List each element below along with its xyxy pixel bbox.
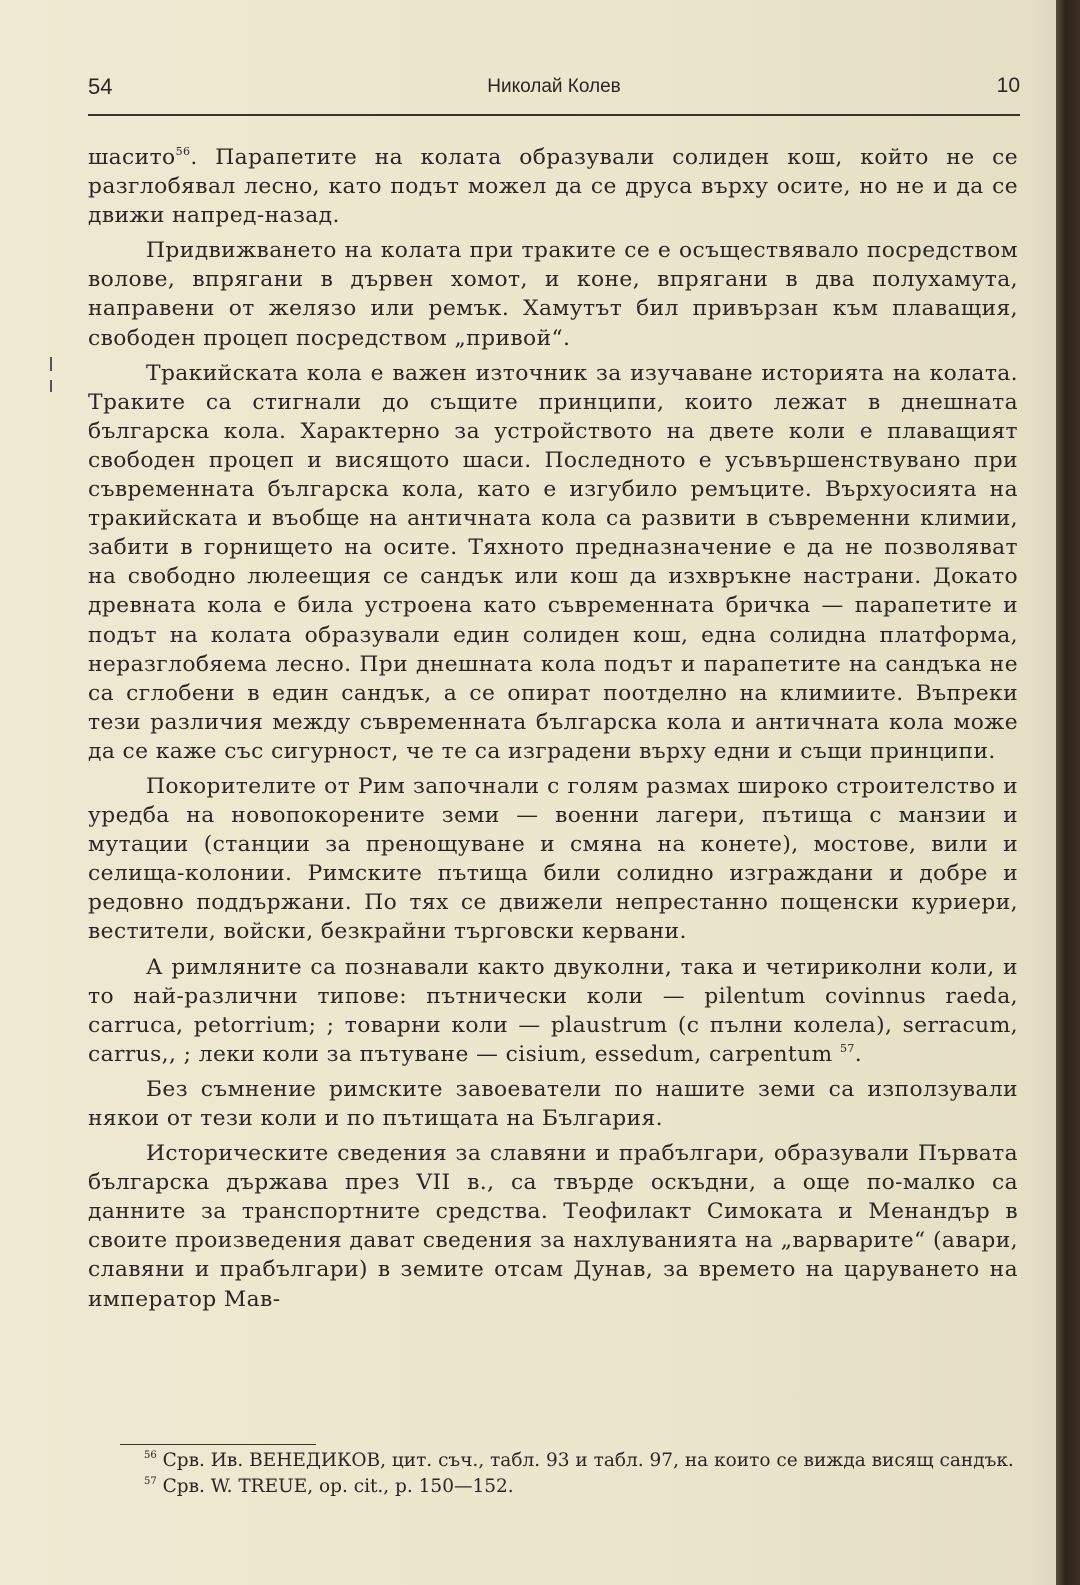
header-rule bbox=[88, 114, 1020, 116]
footnotes bbox=[88, 1448, 1018, 1500]
footnote-ref[interactable]: 56 bbox=[175, 145, 191, 158]
page-number: 54 bbox=[88, 74, 113, 99]
page-header bbox=[88, 74, 1020, 108]
footnote: $^{57}$ Срв. W. TREUE, op. cit., p. 150—152. bbox=[144, 1476, 514, 1497]
footnote-ref[interactable]: 57 bbox=[839, 1041, 855, 1055]
paragraph-6: Без съмнение римските завоеватели по нашите земи са използували някои от тези коли и по пътищата на България. bbox=[88, 1076, 1018, 1131]
margin-mark bbox=[50, 357, 52, 371]
paragraph-5: А римляните са познавали както двуколни, така и четириколни коли, и то най-различни типове: пътнически коли — pilentum covinnus raeda, carruca, petorrium; ; товарни коли — plaustrum (с пълни колела), serracum, carrus,, ; леки коли за пътуване — cisium, essedum, carpentum $^{57}$. bbox=[88, 954, 1018, 1067]
footnote: $^{56}$ Срв. Ив. ВЕНЕДИКОВ, цит. съч., табл. 93 и табл. 97, на които се вижда висящ сандък. bbox=[144, 1450, 1014, 1471]
chapter-number: 10 bbox=[996, 74, 1020, 97]
paragraph-4: Покорителите от Рим започнали с голям размах широко строителство и уредба на новопокорените земи — военни лагери, пътища с манзии и мутации (станции за пренощуване и смяна на конете), мостове, вили и селища-колонии. Римските пътища били солидно изграждани и добре и редовно поддържани. По тях се движели непрестанно пощенски куриери, вестители, войски, безкрайни търговски кервани. bbox=[88, 773, 1018, 945]
paragraph-2: Придвижването на колата при траките се е осъществявало посредством волове, впрягани в дървен хомот, и коне, впрягани в два полухамута, направени от желязо или ремък. Хамутът бил привързан към плаващия, свободен процеп посредством „привой“. bbox=[88, 238, 1018, 351]
footnote-mark: 56 bbox=[144, 1450, 157, 1461]
footnote-rule bbox=[120, 1444, 316, 1445]
paragraph-7: Историческите сведения за славяни и прабългари, образували Първата българска държава през VII в., са твърде оскъдни, а още по-малко са данните за транспортните средства. Теофилакт Симоката и Менандър в своите произведения дават сведения за нахлуванията на „варварите“ (авари, славяни и прабългари) в земите отсам Дунав, за времето на царуването на император Мав- bbox=[88, 1141, 1018, 1312]
paragraph-3: Тракийската кола е важен източник за изучаване историята на колата. Траките са стигнали до същите принципи, които лежат в днешната българска кола. Характерно за устройството на двете коли е плаващият свободен процеп и висящото шаси. Последното е усъвършенствувано при съвременната българска кола, като е изгубило ремъците. Върхуосията на тракийската и въобще на античната кола са развити в съвременни климии, забити в горнището на осите. Тяхното предназначение е да не позволяват на свободно люлеещия се сандък или кош да изхвръкне настрани. Докато древната кола е била устроена като съвременната бричка — парапетите и подът на колата образували един солиден кош, една солидна платформа, неразглобяема лесно. При днешната кола подът и парапетите на сандъка не са сглобени в един сандък, а се опират поотделно на климиите. Въпреки тези различия между съвременната българска кола и античната кола може да се каже със сигурност, че те са изградени върху едни и същи принципи. bbox=[88, 360, 1018, 764]
footnote-mark: 57 bbox=[144, 1476, 157, 1487]
page-binding-edge bbox=[1056, 0, 1080, 1585]
body-text bbox=[88, 143, 1018, 1314]
running-title: Николай Колев bbox=[487, 76, 621, 97]
margin-mark bbox=[50, 380, 52, 392]
paragraph-1: шасито$^{56}$. Парапетите на колата образували солиден кош, който не се разглобявал лесно, като подът можел да се друса върху осите, но не и да се движи напред-назад. bbox=[88, 145, 1018, 229]
